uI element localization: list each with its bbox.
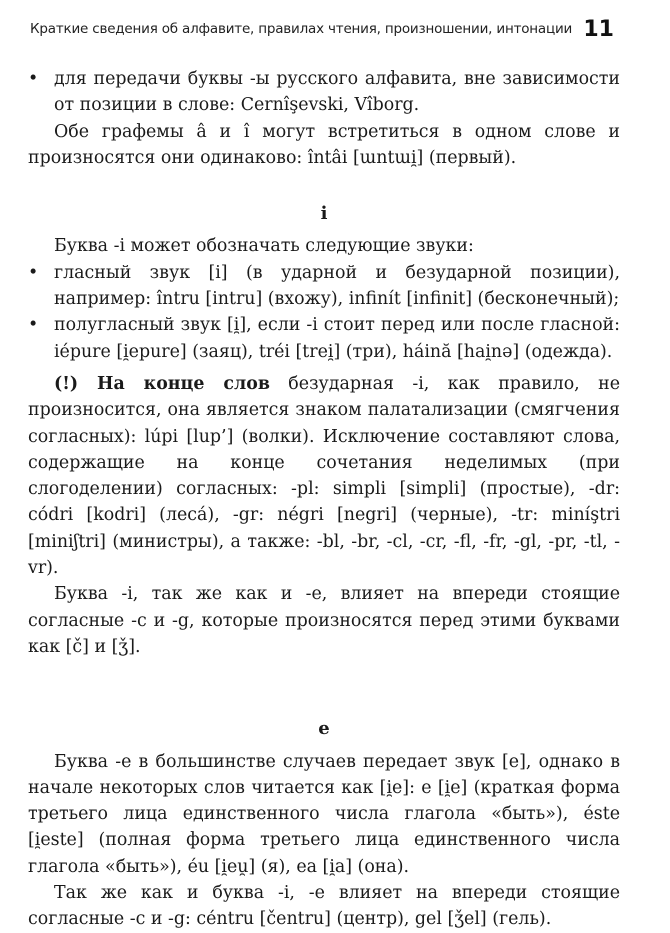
note-lead: (!) На конце слов bbox=[54, 373, 270, 394]
list-item bbox=[28, 260, 620, 313]
bullet-marker: • bbox=[28, 69, 39, 89]
note-text: безударная -i, как правило, не произносится, она является знаком палатализации (смягчения согласных): lúpi [lup’] (волки). Исключение составляют слова, содержащие на конце сочетания неделимых (при слогоделении) согласных: -pl: simpli [simpli] (простые), -dr: códri [kodri] (лесá), -gr: négri [negri] (черные), -tr: miníştri [miniʃtri] (министры), а также: -bl, -br, -cl, -cr, -fl, -fr, -gl, -pr, -tl, -vr). bbox=[28, 373, 620, 579]
page-header bbox=[30, 14, 614, 44]
note-paragraph bbox=[28, 371, 620, 581]
list-item bbox=[28, 312, 620, 365]
section-heading-i: i bbox=[320, 203, 328, 225]
list-item-text: гласный звук [i] (в ударной и безударной позиции), например: întru [intru] (вхожу), infinít [infinit] (бесконечный); bbox=[54, 262, 620, 310]
list-item-text: полугласный звук [i̯], если -i стоит перед или после гласной: iépure [i̯epure] (заяц), tréi [trei̯] (три), háină [hai̯nə] (одежда). bbox=[54, 315, 620, 362]
page-number: 11 bbox=[583, 16, 614, 42]
section-heading-e: e bbox=[318, 718, 330, 740]
paragraph: Буква -e в большинстве случаев передает звук [e], однако в начале некоторых слов читается как [i̯e]: e [i̯e] (краткая форма третьего лица единственного числа глагола «быть»), éste [i̯este] (полная форма третьего лица единственного числа глагола «быть»), éu [i̯eu̯] (я), ea [i̯a] (она). bbox=[28, 751, 620, 877]
paragraph: Так же как и буква -i, -e влияет на впереди стоящие согласные -c и -g: céntru [čentru] (центр), gel [ǯel] (гель). bbox=[28, 883, 620, 930]
list-item bbox=[28, 66, 620, 119]
running-title: Краткие сведения об алфавите, правилах чтения, произношении, интонации bbox=[30, 21, 573, 37]
paragraph: Буква -i, так же как и -e, влияет на впереди стоящие согласные -c и -g, которые произносятся перед этими буквами как [č] и [ǯ]. bbox=[28, 584, 620, 657]
bullet-marker: • bbox=[28, 315, 39, 336]
list-item-text: для передачи буквы -ы русского алфавита, вне зависимости от позиции в слове: Cernîşevski, Vîborg. bbox=[54, 69, 620, 116]
bullet-marker: • bbox=[28, 262, 39, 283]
page-body bbox=[28, 66, 620, 933]
paragraph: Буква -i может обозначать следующие звуки: bbox=[54, 236, 474, 257]
paragraph: Обе графемы â и î могут встретиться в одном слове и произносятся они одинаково: întâi [ɯntɯi̯] (первый). bbox=[28, 121, 620, 168]
